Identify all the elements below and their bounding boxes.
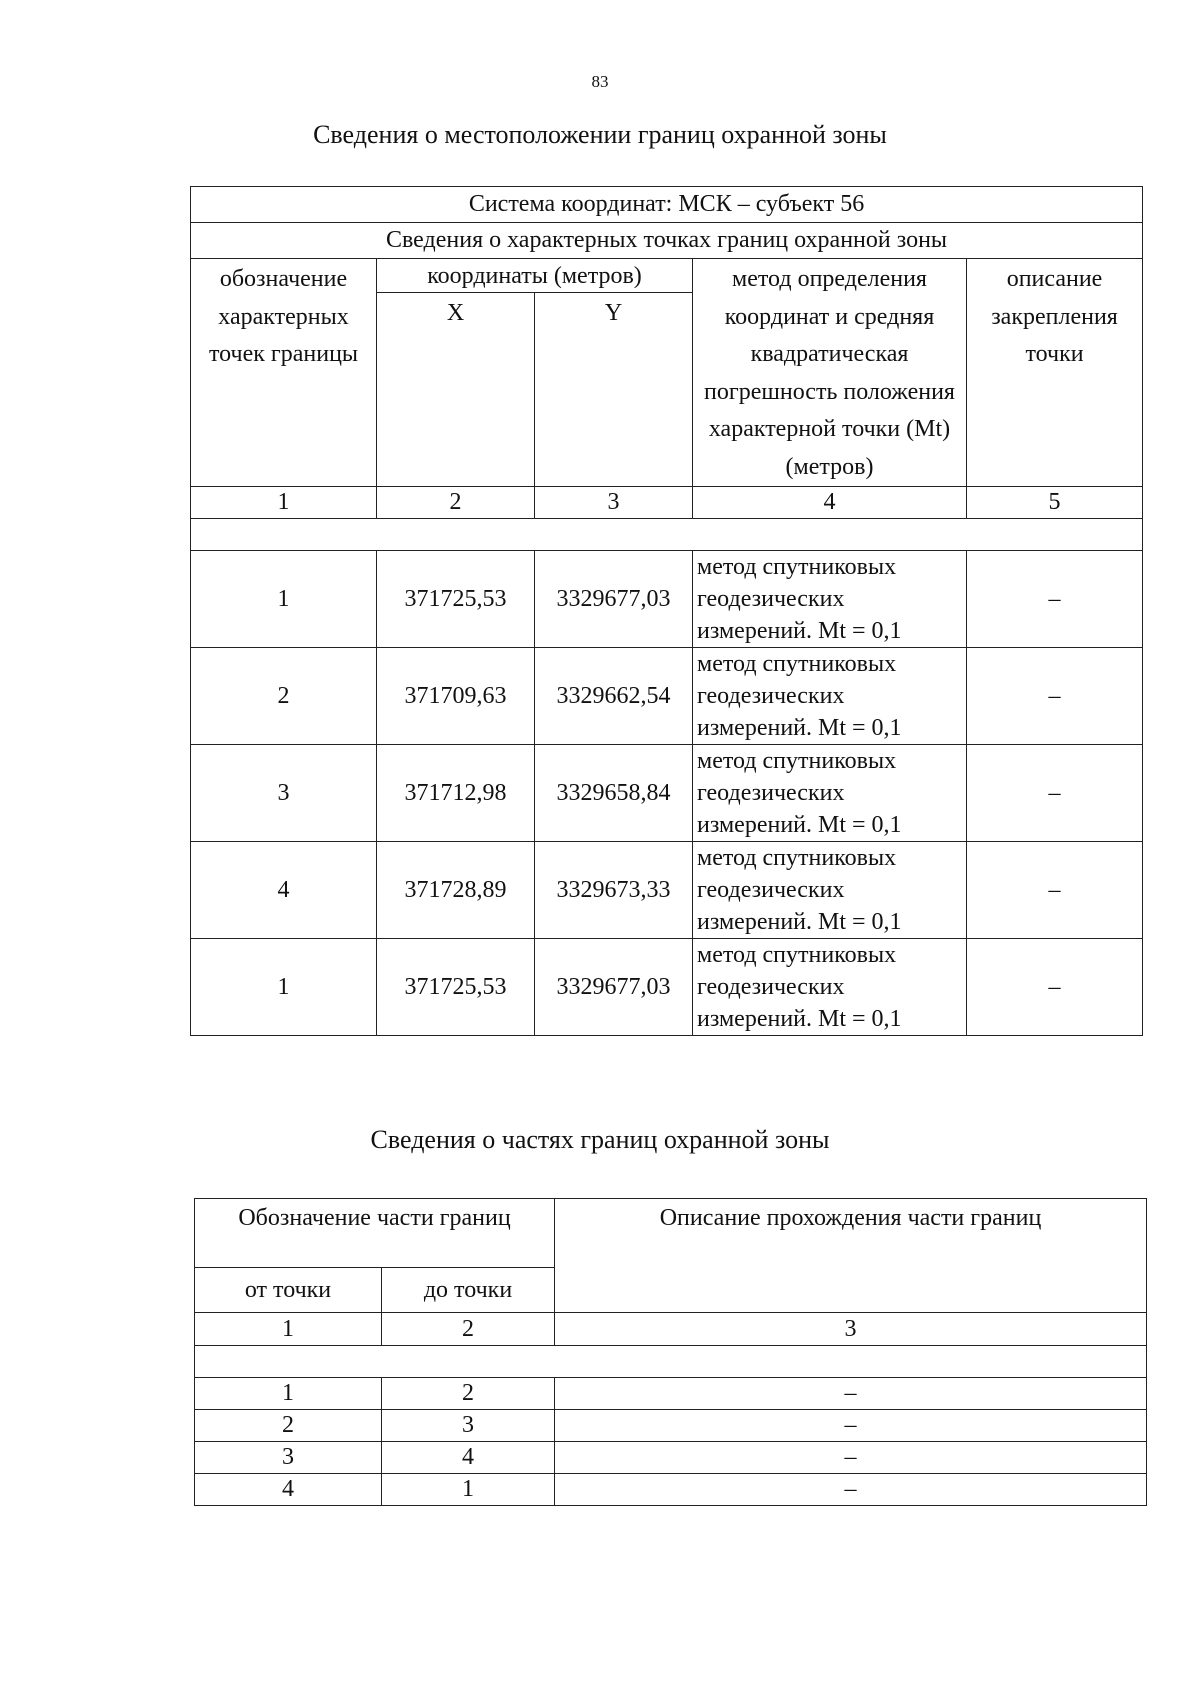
part-description-cell: – xyxy=(555,1442,1147,1474)
spacer-row xyxy=(191,519,1143,551)
table-row xyxy=(195,1474,1147,1506)
column-number: 2 xyxy=(382,1313,555,1346)
page-number: 83 xyxy=(591,72,609,91)
section-heading-parts: Сведения о частях границ охранной зоны xyxy=(370,1125,830,1154)
description-cell: – xyxy=(967,939,1143,1036)
column-number: 1 xyxy=(191,487,377,519)
column-number: 4 xyxy=(693,487,967,519)
column-number: 3 xyxy=(555,1313,1147,1346)
column-number: 1 xyxy=(195,1313,382,1346)
y-cell: 3329677,03 xyxy=(535,939,693,1036)
part-description-cell: – xyxy=(555,1474,1147,1506)
column-numbers-row xyxy=(195,1313,1147,1346)
table-row xyxy=(191,648,1143,745)
characteristic-points-table xyxy=(190,186,1143,1036)
x-cell: 371709,63 xyxy=(377,648,535,745)
column-number: 2 xyxy=(377,487,535,519)
point-cell: 2 xyxy=(191,648,377,745)
table-row xyxy=(191,745,1143,842)
from-cell: 1 xyxy=(195,1378,382,1410)
header-method: метод определения координат и средняя квадратическая погрешность положения характерной точки (Mt) (метров) xyxy=(693,259,967,487)
method-cell: метод спутниковых геодезических измерений. Mt = 0,1 xyxy=(693,842,967,939)
coord-system-cell: Система координат: МСК – субъект 56 xyxy=(191,187,1143,223)
point-cell: 1 xyxy=(191,551,377,648)
header-to-point: до точки xyxy=(382,1268,555,1313)
x-cell: 371725,53 xyxy=(377,939,535,1036)
method-cell: метод спутниковых геодезических измерений. Mt = 0,1 xyxy=(693,648,967,745)
point-cell: 1 xyxy=(191,939,377,1036)
to-cell: 1 xyxy=(382,1474,555,1506)
part-description-cell: – xyxy=(555,1378,1147,1410)
header-y: Y xyxy=(535,292,693,486)
method-cell: метод спутниковых геодезических измерений. Mt = 0,1 xyxy=(693,551,967,648)
from-cell: 2 xyxy=(195,1410,382,1442)
to-cell: 3 xyxy=(382,1410,555,1442)
to-cell: 2 xyxy=(382,1378,555,1410)
method-cell: метод спутниковых геодезических измерений. Mt = 0,1 xyxy=(693,745,967,842)
description-cell: – xyxy=(967,551,1143,648)
method-cell: метод спутниковых геодезических измерений. Mt = 0,1 xyxy=(693,939,967,1036)
x-cell: 371712,98 xyxy=(377,745,535,842)
x-cell: 371725,53 xyxy=(377,551,535,648)
header-part-description: Описание прохождения части границ xyxy=(555,1199,1147,1313)
point-cell: 3 xyxy=(191,745,377,842)
header-x: X xyxy=(377,292,535,486)
header-description: описание закрепления точки xyxy=(967,259,1143,487)
from-cell: 4 xyxy=(195,1474,382,1506)
header-from-point: от точки xyxy=(195,1268,382,1313)
table-row xyxy=(195,1378,1147,1410)
description-cell: – xyxy=(967,745,1143,842)
y-cell: 3329677,03 xyxy=(535,551,693,648)
spacer-row xyxy=(195,1346,1147,1378)
table-row xyxy=(195,1410,1147,1442)
boundary-parts-table xyxy=(194,1198,1147,1506)
point-cell: 4 xyxy=(191,842,377,939)
y-cell: 3329662,54 xyxy=(535,648,693,745)
header-designation: обозначение характерных точек границы xyxy=(191,259,377,487)
y-cell: 3329673,33 xyxy=(535,842,693,939)
section-heading-location: Сведения о местоположении границ охранной зоны xyxy=(313,120,887,149)
description-cell: – xyxy=(967,648,1143,745)
part-description-cell: – xyxy=(555,1410,1147,1442)
table-row xyxy=(191,842,1143,939)
table-row xyxy=(195,1442,1147,1474)
from-cell: 3 xyxy=(195,1442,382,1474)
to-cell: 4 xyxy=(382,1442,555,1474)
points-title-cell: Сведения о характерных точках границ охранной зоны xyxy=(191,223,1143,259)
header-part-designation: Обозначение части границ xyxy=(195,1199,555,1268)
description-cell: – xyxy=(967,842,1143,939)
y-cell: 3329658,84 xyxy=(535,745,693,842)
column-numbers-row xyxy=(191,487,1143,519)
table-row xyxy=(191,939,1143,1036)
column-number: 3 xyxy=(535,487,693,519)
column-number: 5 xyxy=(967,487,1143,519)
header-coordinates: координаты (метров) xyxy=(377,259,693,293)
table-row xyxy=(191,551,1143,648)
x-cell: 371728,89 xyxy=(377,842,535,939)
